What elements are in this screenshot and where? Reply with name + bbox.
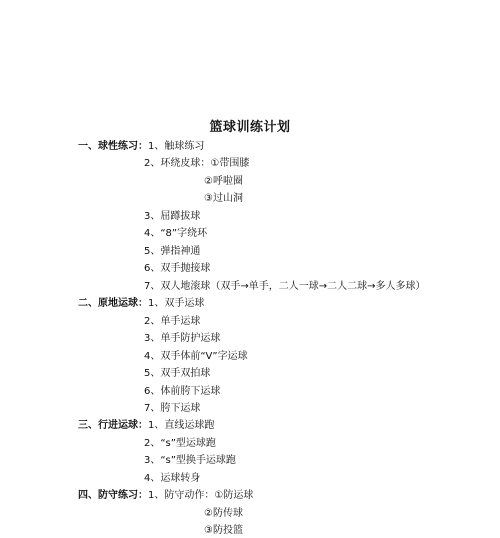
section-4-item-1-cont-2: ③防投篮	[204, 525, 243, 536]
section-3-item-1: 1、直线运球跑	[148, 420, 215, 431]
section-2-item-1: 1、双手运球	[148, 298, 205, 309]
section-2-item-7: 7、胯下运球	[144, 403, 201, 414]
section-2-item-2: 2、单手运球	[144, 316, 201, 327]
section-1	[78, 140, 204, 154]
section-1-item-2-cont-1: ②呼啦圈	[204, 176, 243, 187]
section-3-item-4: 4、运球转身	[144, 473, 201, 484]
section-1-item-6: 6、双手抛接球	[144, 263, 211, 274]
section-2-item-5: 5、双手双拍球	[144, 368, 211, 379]
section-4-heading: 四、防守练习：	[78, 490, 148, 501]
section-1-heading: 一、球性练习：	[78, 141, 148, 152]
section-1-item-7: 7、双人地滚球（双手→单手，二人一球→二人二球→多人多球）	[144, 281, 426, 292]
section-2	[78, 297, 204, 311]
section-2-item-6: 6、体前胯下运球	[144, 386, 221, 397]
section-2-heading: 二、原地运球：	[78, 298, 148, 309]
section-4-item-1-cont-1: ②防传球	[204, 508, 243, 519]
section-1-item-5: 5、弹指神通	[144, 246, 201, 257]
section-1-item-4: 4、“8”字绕环	[144, 228, 208, 239]
section-4	[78, 489, 253, 503]
section-3	[78, 419, 214, 433]
section-3-item-2: 2、“s”型运球跑	[144, 438, 216, 449]
section-1-item-2-cont-2: ③过山洞	[204, 193, 243, 204]
section-1-item-3: 3、屈蹲拔球	[144, 211, 201, 222]
section-1-item-2: 2、环绕皮球：①带围膝	[144, 158, 250, 169]
section-4-item-1: 1、防守动作：①防运球	[148, 490, 254, 501]
section-2-item-3: 3、单手防护运球	[144, 333, 221, 344]
document-title: 篮球训练计划	[209, 120, 291, 135]
section-3-heading: 三、行进运球：	[78, 420, 148, 431]
section-3-item-3: 3、“s”型换手运球跑	[144, 455, 236, 466]
section-1-item-1: 1、触球练习	[148, 141, 205, 152]
section-2-item-4: 4、双手体前“V”字运球	[144, 351, 248, 362]
